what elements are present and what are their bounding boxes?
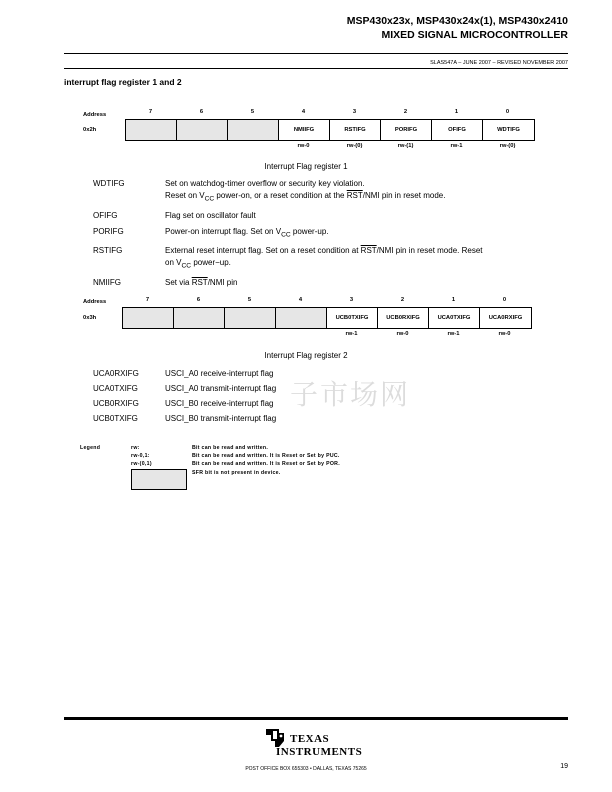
definition-desc bbox=[165, 277, 565, 289]
bit-number: 6 bbox=[196, 297, 201, 303]
reserved-bit-cell bbox=[174, 308, 225, 328]
overline-text: $\overline{RST}$ bbox=[191, 277, 208, 287]
definition-desc: USCI_B0 transmit-interrupt flag bbox=[165, 414, 277, 423]
legend-key: rw-(0,1) bbox=[131, 461, 152, 467]
bit-number: 1 bbox=[451, 297, 456, 303]
wdtifg-cell: WDTIFG bbox=[483, 120, 534, 140]
register-1-definitions bbox=[93, 178, 565, 289]
doc-title-line2: MIXED SIGNAL MICROCONTROLLER bbox=[381, 29, 568, 41]
definition-row bbox=[93, 245, 565, 273]
reserved-bit-cell bbox=[276, 308, 327, 328]
reserved-bit-cell bbox=[177, 120, 228, 140]
access-label: rw-0 bbox=[396, 331, 409, 337]
ucb0rxifg-cell: UCB0RXIFG bbox=[378, 308, 429, 328]
definition-term: RSTIFG bbox=[93, 246, 123, 256]
overline-text: $\overline{RST}$ bbox=[360, 246, 377, 256]
subscript: CC bbox=[181, 262, 192, 270]
legend-box-desc: SFR bit is not present in device. bbox=[192, 470, 281, 476]
definition-desc: USCI_A0 receive-interrupt flag bbox=[165, 369, 274, 378]
definition-term: NMIIFG bbox=[93, 277, 121, 287]
overline-text: $\overline{RST}$ bbox=[346, 191, 363, 200]
brand-instruments: INSTRUMENTS bbox=[276, 746, 363, 758]
access-label: rw-1 bbox=[345, 331, 358, 337]
definition-desc: USCI_B0 receive-interrupt flag bbox=[165, 399, 274, 408]
doc-reference: SLAS547A – JUNE 2007 – REVISED NOVEMBER 2007 bbox=[430, 60, 568, 66]
definition-row bbox=[93, 226, 565, 242]
address-value: 0x3h bbox=[83, 315, 97, 321]
text: Reset on V bbox=[165, 191, 205, 200]
uca0rxifg-cell: UCA0RXIFG bbox=[480, 308, 531, 328]
bit-number: 7 bbox=[145, 297, 150, 303]
definition-term: PORIFG bbox=[93, 226, 124, 236]
bit-number: 4 bbox=[301, 109, 306, 115]
reserved-bit-cell bbox=[123, 308, 174, 328]
access-label: rw-(0) bbox=[346, 143, 363, 149]
bit-number: 2 bbox=[403, 109, 408, 115]
brand-texas: TEXAS bbox=[290, 733, 330, 745]
page-number: 19 bbox=[560, 763, 568, 770]
reserved-bit-cell bbox=[228, 120, 279, 140]
definition-term: UCA0RXIFG bbox=[93, 369, 139, 378]
legend-title: Legend bbox=[80, 445, 101, 451]
reserved-bit-cell bbox=[225, 308, 276, 328]
definition-row bbox=[93, 210, 565, 222]
text: External reset interrupt flag. Set on a reset condition at bbox=[165, 246, 361, 256]
text: /NMI pin in reset mode. Reset bbox=[376, 246, 483, 256]
address-label: Address bbox=[83, 112, 107, 118]
porifg-cell: PORIFG bbox=[381, 120, 432, 140]
ofifg-cell: OFIFG bbox=[432, 120, 483, 140]
desc-line bbox=[165, 190, 565, 206]
bit-number: 5 bbox=[250, 109, 255, 115]
access-label: rw-1 bbox=[447, 331, 460, 337]
legend-desc: Bit can be read and written. It is Reset or Set by POR. bbox=[192, 461, 340, 467]
definition-term: UCA0TXIFG bbox=[93, 384, 138, 393]
bit-number: 0 bbox=[505, 109, 510, 115]
text: /NMI pin in reset mode. bbox=[362, 191, 446, 200]
legend-desc: Bit can be read and written. bbox=[192, 445, 269, 451]
access-label: rw-0 bbox=[498, 331, 511, 337]
text: power-on, or a reset condition at the bbox=[214, 191, 347, 200]
bit-number: 4 bbox=[298, 297, 303, 303]
bit-number: 3 bbox=[352, 109, 357, 115]
definition-desc: Flag set on oscillator fault bbox=[165, 210, 256, 220]
bit-number: 1 bbox=[454, 109, 459, 115]
header-rule bbox=[64, 53, 568, 54]
nmiifg-cell: NMIIFG bbox=[279, 120, 330, 140]
ucb0txifg-cell: UCB0TXIFG bbox=[327, 308, 378, 328]
desc-line: Set on watchdog-timer overflow or security key violation. bbox=[165, 179, 365, 188]
definition-desc bbox=[165, 178, 565, 206]
desc-line bbox=[165, 257, 565, 273]
definition-desc: USCI_A0 transmit-interrupt flag bbox=[165, 384, 277, 393]
access-label: rw-(0) bbox=[499, 143, 516, 149]
footer-address: POST OFFICE BOX 655303 • DALLAS, TEXAS 75265 bbox=[245, 766, 367, 772]
access-label: rw-(1) bbox=[397, 143, 414, 149]
register-1-caption: Interrupt Flag register 1 bbox=[264, 162, 348, 171]
definition-row bbox=[93, 277, 565, 289]
address-label: Address bbox=[83, 299, 107, 305]
header-rule-2 bbox=[64, 68, 568, 69]
definition-term: OFIFG bbox=[93, 210, 118, 220]
text: Set via bbox=[165, 277, 192, 287]
text: /NMI pin bbox=[207, 277, 238, 287]
register-cells bbox=[125, 119, 535, 141]
footer-rule bbox=[64, 717, 568, 720]
desc-line bbox=[165, 245, 565, 257]
subscript: CC bbox=[281, 231, 291, 239]
rstifg-cell: RSTIFG bbox=[330, 120, 381, 140]
legend-key: rw: bbox=[131, 445, 140, 451]
bit-number: 3 bbox=[349, 297, 354, 303]
text: Power-on interrupt flag. Set on V bbox=[165, 226, 282, 236]
register-2-caption: Interrupt Flag register 2 bbox=[264, 351, 348, 360]
bit-number: 7 bbox=[148, 109, 153, 115]
section-title: interrupt flag register 1 and 2 bbox=[64, 77, 182, 87]
address-value: 0x2h bbox=[83, 127, 97, 133]
bit-number: 5 bbox=[247, 297, 252, 303]
text: on V bbox=[165, 258, 182, 268]
definition-term: WDTIFG bbox=[93, 179, 125, 188]
definition-desc bbox=[165, 245, 565, 273]
bit-number: 0 bbox=[502, 297, 507, 303]
watermark: 子市场网 bbox=[290, 378, 411, 411]
definition-term: UCB0TXIFG bbox=[93, 414, 138, 423]
definition-row bbox=[93, 178, 565, 206]
doc-title-line1: MSP430x23x, MSP430x24x(1), MSP430x2410 bbox=[346, 15, 568, 27]
text: power−up. bbox=[191, 258, 231, 268]
subscript: CC bbox=[204, 195, 215, 203]
uca0txifg-cell: UCA0TXIFG bbox=[429, 308, 480, 328]
definition-desc bbox=[165, 226, 565, 242]
bit-number: 2 bbox=[400, 297, 405, 303]
access-label: rw-0 bbox=[297, 143, 310, 149]
register-cells bbox=[122, 307, 532, 329]
reserved-bit-cell bbox=[126, 120, 177, 140]
legend-gray-box bbox=[131, 469, 187, 490]
text: power-up. bbox=[290, 226, 329, 236]
definition-row bbox=[93, 411, 565, 426]
legend-desc: Bit can be read and written. It is Reset or Set by PUC. bbox=[192, 453, 340, 459]
legend-key: rw-0,1: bbox=[131, 453, 150, 459]
definition-term: UCB0RXIFG bbox=[93, 399, 139, 408]
access-label: rw-1 bbox=[450, 143, 463, 149]
bit-number: 6 bbox=[199, 109, 204, 115]
